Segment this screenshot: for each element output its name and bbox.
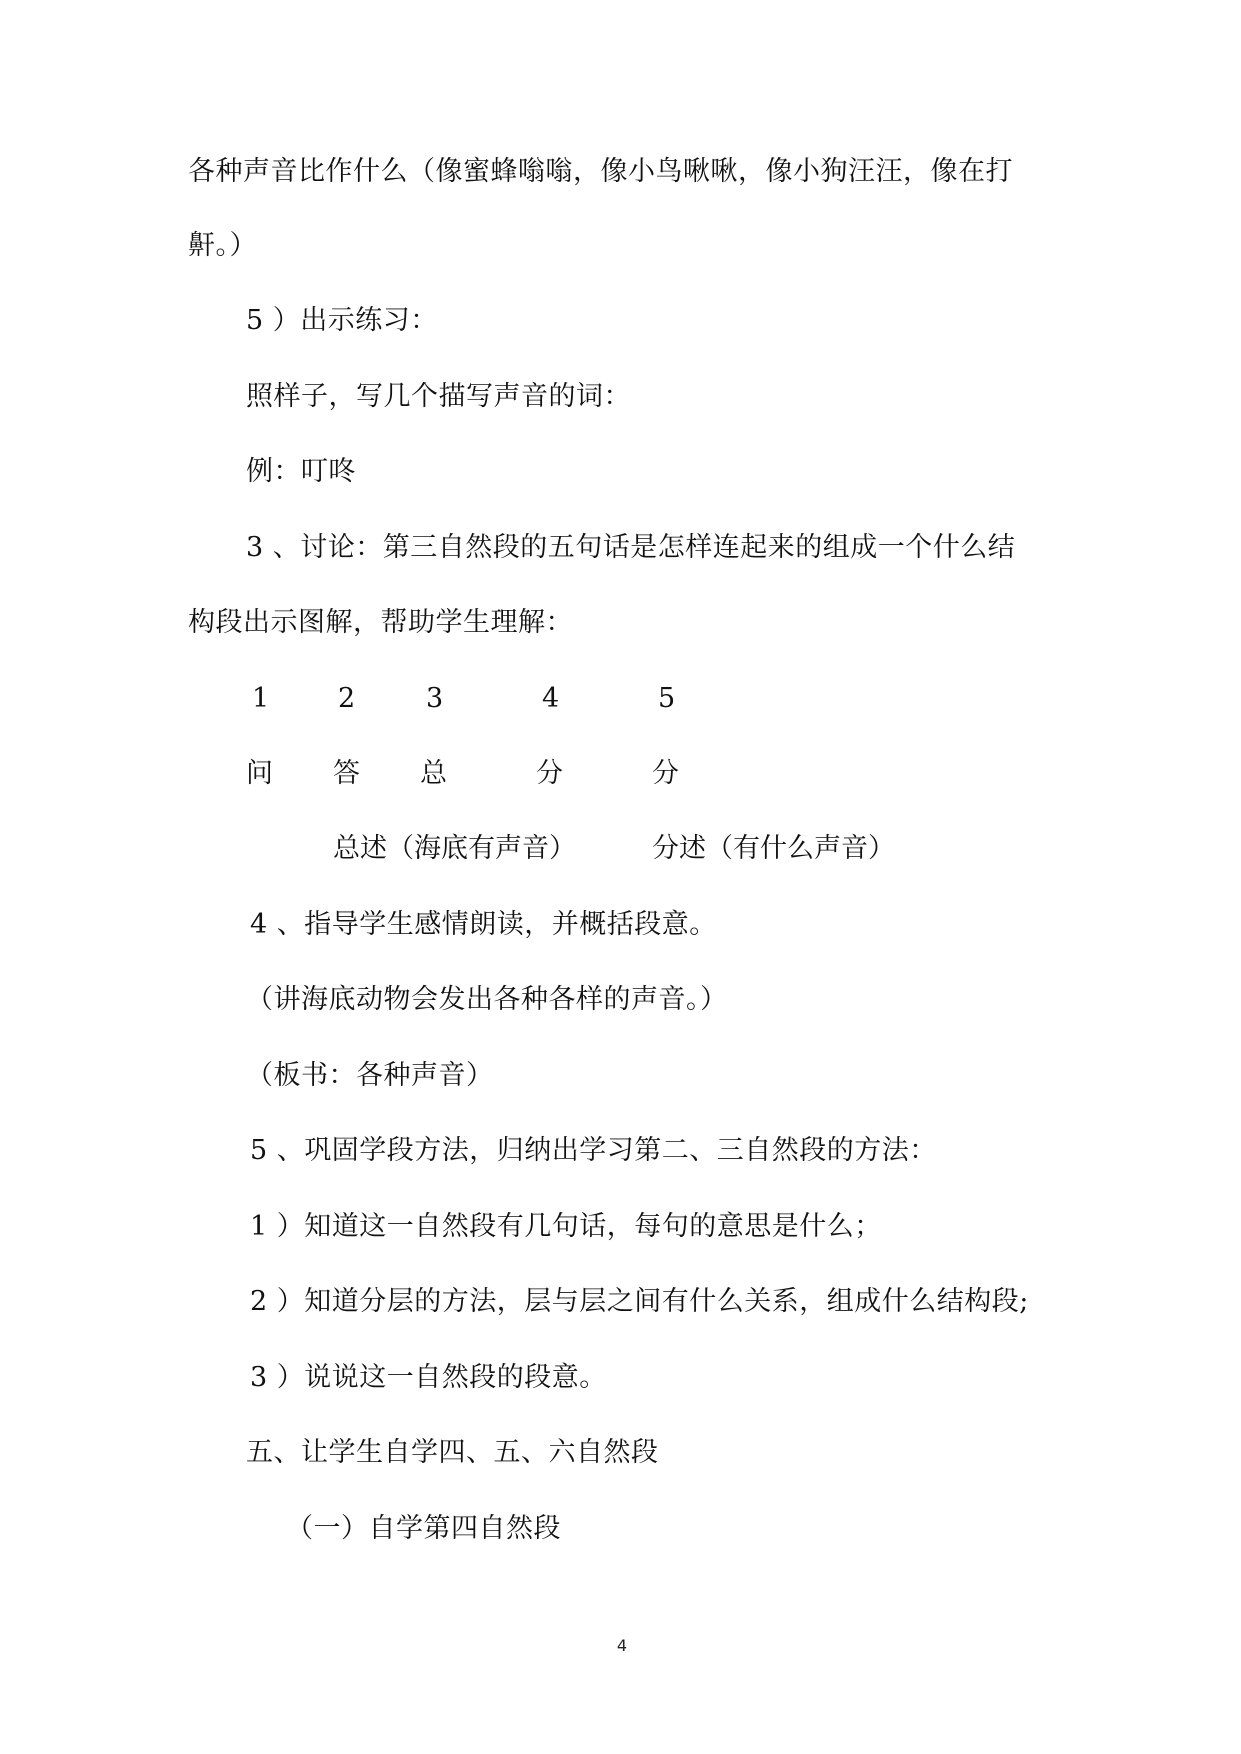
text-line-16: （一）自学第四自然段	[286, 1513, 561, 1544]
text-line-13: 2 ）知道分层的方法，层与层之间有什么关系，组成什么结构段;	[250, 1286, 1029, 1317]
diagram-label-1: 问	[246, 758, 273, 789]
page-number: 4	[616, 1636, 628, 1655]
text-line-7: 构段出示图解，帮助学生理解：	[188, 607, 573, 638]
diagram-label-2: 答	[333, 758, 360, 789]
text-line-11: 5 、巩固学段方法，归纳出学习第二、三自然段的方法：	[250, 1135, 937, 1166]
text-line-4: 照样子，写几个描写声音的词：	[246, 381, 631, 412]
text-line-2: 鼾。）	[188, 230, 257, 261]
diagram-number-3: 3	[426, 683, 444, 714]
diagram-number-2: 2	[338, 683, 356, 714]
text-line-1: 各种声音比作什么（像蜜蜂嗡嗡，像小鸟啾啾，像小狗汪汪，像在打	[188, 156, 1013, 187]
text-line-9: （讲海底动物会发出各种各样的声音。）	[246, 984, 728, 1015]
diagram-number-4: 4	[542, 683, 560, 714]
text-line-3: 5 ）出示练习：	[246, 305, 438, 336]
diagram-number-5: 5	[658, 683, 676, 714]
diagram-number-1: 1	[252, 683, 270, 714]
text-line-12: 1 ）知道这一自然段有几句话，每句的意思是什么；	[250, 1211, 882, 1242]
text-line-14: 3 ）说说这一自然段的段意。	[250, 1362, 607, 1393]
diagram-label-4: 分	[536, 758, 563, 789]
text-line-15: 五、让学生自学四、五、六自然段	[246, 1437, 659, 1468]
text-line-8: 4 、指导学生感情朗读，并概括段意。	[250, 909, 717, 940]
diagram-summary-left: 总述（海底有声音）	[333, 833, 576, 864]
text-line-10: （板书：各种声音）	[246, 1060, 494, 1091]
text-line-6: 3 、讨论：第三自然段的五句话是怎样连起来的组成一个什么结	[246, 532, 1016, 563]
diagram-label-3: 总	[420, 758, 447, 789]
diagram-label-5: 分	[652, 758, 679, 789]
diagram-summary-right: 分述（有什么声音）	[652, 833, 895, 864]
text-line-5: 例：叮咚	[246, 456, 356, 487]
